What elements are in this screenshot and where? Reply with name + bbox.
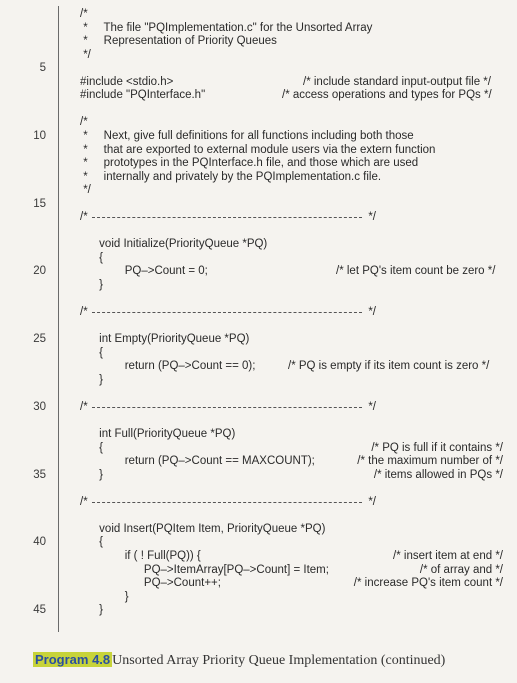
code-text: * Next, give full definitions for all functions including both those (80, 129, 414, 142)
line-number: 45 (33, 604, 46, 617)
code-text: int Empty(PriorityQueue *PQ) (80, 333, 250, 346)
separator-open: /* (80, 495, 88, 508)
code-text: */ (80, 48, 91, 61)
inline-comment: /* access operations and types for PQs */ (282, 89, 492, 102)
separator-close: */ (368, 400, 376, 413)
code-text: * Representation of Priority Queues (80, 35, 277, 48)
inline-comment: /* include standard input-output file */ (303, 75, 491, 88)
code-text: { (80, 441, 104, 454)
caption-label: Program 4.8 (35, 652, 111, 667)
line-number: 40 (33, 536, 46, 549)
code-text: * that are exported to external module users via the extern function (80, 143, 436, 156)
code-text: /* (80, 116, 88, 129)
separator-open: /* (80, 306, 88, 319)
separator-dashes (92, 217, 362, 218)
code-text: } (80, 373, 104, 386)
code-text: PQ–>ItemArray[PQ–>Count] = Item; (80, 563, 329, 576)
caption-text: Unsorted Array Priority Queue Implementation (continued) (112, 653, 446, 668)
inline-comment: /* items allowed in PQs */ (373, 468, 503, 481)
inline-comment: /* PQ is full if it contains */ (371, 441, 503, 454)
line-number: 10 (33, 129, 46, 142)
code-text: #include "PQInterface.h" (80, 89, 206, 102)
code-text: int Full(PriorityQueue *PQ) (80, 428, 236, 441)
separator-dashes (92, 502, 362, 503)
code-text: /* (80, 8, 88, 20)
separator-open: /* (80, 400, 88, 413)
inline-comment: /* of array and */ (419, 563, 503, 576)
code-text: void Insert(PQItem Item, PriorityQueue *PQ) (80, 522, 326, 535)
program-caption (33, 652, 445, 669)
separator-dashes (92, 312, 362, 313)
line-number: 15 (33, 197, 46, 210)
separator-close: */ (368, 211, 376, 224)
code-text: return (PQ–>Count == 0); (80, 360, 256, 373)
line-marker (58, 616, 59, 632)
inline-comment: /* PQ is empty if its item count is zero */ (288, 360, 490, 373)
code-text: PQ–>Count = 0; (80, 265, 208, 278)
code-text: * internally and privately by the PQImplementation.c file. (80, 170, 382, 183)
code-text: * prototypes in the PQInterface.h file, and those which are used (80, 157, 419, 170)
code-text: { (80, 346, 104, 359)
code-text: #include <stdio.h> (80, 75, 174, 88)
code-text: } (80, 604, 104, 617)
code-text: if ( ! Full(PQ)) { (80, 550, 201, 562)
code-text: return (PQ–>Count == MAXCOUNT); (80, 455, 315, 468)
code-text: } (80, 279, 104, 291)
line-number: 35 (33, 468, 46, 481)
line-number: 30 (33, 400, 46, 413)
code-text: * The file "PQImplementation.c" for the Unsorted Array (80, 21, 373, 34)
code-text: } (80, 468, 104, 481)
code-text: void Initialize(PriorityQueue *PQ) (80, 238, 268, 251)
code-text: } (80, 590, 129, 603)
line-number: 25 (33, 333, 46, 346)
separator-dashes (92, 407, 362, 408)
inline-comment: /* the maximum number of */ (357, 455, 503, 468)
code-line (0, 616, 517, 632)
inline-comment: /* increase PQ's item count */ (353, 577, 503, 590)
code-text: { (80, 251, 104, 264)
code-text: */ (80, 184, 91, 197)
line-number: 5 (39, 62, 46, 75)
inline-comment: /* let PQ's item count be zero */ (336, 265, 496, 278)
separator-close: */ (368, 495, 376, 508)
code-text: PQ–>Count++; (80, 577, 221, 590)
inline-comment: /* insert item at end */ (393, 550, 503, 562)
code-text: { (80, 536, 104, 549)
separator-open: /* (80, 211, 88, 224)
line-number: 20 (33, 265, 46, 278)
separator-close: */ (368, 306, 376, 319)
